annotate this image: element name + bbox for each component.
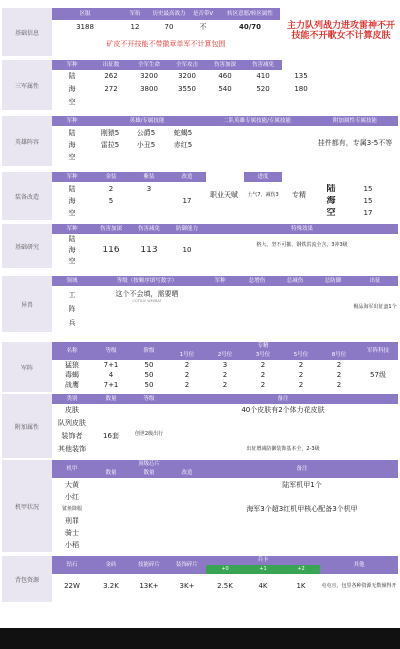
header: 备注 xyxy=(206,460,398,478)
note-red: 矿皮不开技能不带徽章单军不计算包围 xyxy=(106,40,226,49)
cell: 2 xyxy=(260,361,266,370)
cell: 460 xyxy=(218,72,232,81)
header-transfer: 转区意愿/转区属性 xyxy=(220,8,280,20)
row-domain: 阵 xyxy=(68,305,76,314)
header: 专精 xyxy=(168,342,358,351)
cell: 410 xyxy=(256,72,270,81)
red-callout: 主力队列战力进攻雷神不开技能不开歌女不计算皮肤 xyxy=(286,21,395,41)
section-formation xyxy=(2,342,398,392)
header: 伤害加深 xyxy=(92,224,130,234)
header: 阶级 xyxy=(130,342,168,360)
header: 出征 xyxy=(352,276,398,286)
cell: 2 xyxy=(222,381,228,390)
header: 机甲 xyxy=(52,460,92,478)
cell: 22W xyxy=(64,582,80,591)
cell: 4K xyxy=(258,582,268,591)
subheader: 1号位 xyxy=(168,351,206,360)
cell: 2 xyxy=(336,361,342,370)
header: 钻石 xyxy=(52,556,92,574)
mech-name: 小红 xyxy=(65,492,79,501)
value-transfer: 40/70 xyxy=(238,23,262,32)
cell: 2 xyxy=(298,361,304,370)
header: 数量 xyxy=(92,394,130,404)
header: 总减伤 xyxy=(276,276,314,286)
row-name: 猛狼 xyxy=(65,361,79,370)
header: 类别 xyxy=(52,394,92,404)
bottom-bar xyxy=(0,628,400,649)
row-unit: 空 xyxy=(68,257,76,266)
mech-note: 海军3个超3红机甲核心配备3个机甲 xyxy=(246,504,358,513)
cell: 3200 xyxy=(178,72,196,81)
header: 装饰碎片 xyxy=(168,556,206,574)
header: 技能碎片 xyxy=(130,556,168,574)
cell: 180 xyxy=(294,85,308,94)
row-unit: 陆 xyxy=(68,128,76,137)
formation-tech: 57级 xyxy=(370,371,386,380)
cell: 2 xyxy=(336,371,342,380)
value-server: 3188 xyxy=(76,23,94,32)
row-unit: 空 xyxy=(68,98,76,107)
mech-name: 小稻 xyxy=(65,540,79,549)
hero: 公爵5 xyxy=(136,128,156,137)
row-unit: 陆 xyxy=(68,72,76,81)
mech-name: 刑罪 xyxy=(65,516,79,525)
hero: 雷拉5 xyxy=(100,140,120,149)
section-label: 基础研究 xyxy=(2,224,52,268)
spec-unit: 陆 xyxy=(326,184,336,194)
job-talent-value: 士气7，减伤3 xyxy=(247,192,279,199)
row-domain: 工 xyxy=(68,291,76,300)
header: 军种 xyxy=(52,224,92,234)
section-label: 三军属性 xyxy=(2,60,52,110)
cell: 3200 xyxy=(140,72,158,81)
section-label: 机甲状况 xyxy=(2,460,52,552)
row-unit: 空 xyxy=(68,152,76,161)
subheader: +0 xyxy=(206,565,244,574)
row-domain: 兵 xyxy=(68,319,76,328)
header-max-power: 历史最高战力 xyxy=(152,8,186,20)
header: 军种 xyxy=(52,116,92,126)
row-category: 装饰者 xyxy=(61,432,83,441)
job-talent-label: 职业天赋 xyxy=(210,191,238,200)
header: 附加属性专属技能 xyxy=(312,116,398,126)
cell: 50 xyxy=(144,361,154,370)
cell: 113 xyxy=(140,246,158,256)
cell: 2 xyxy=(336,381,342,390)
header: 全军攻击 xyxy=(168,60,206,70)
subheader: 数量 xyxy=(92,469,130,478)
value-vip: 不 xyxy=(199,23,207,32)
hero: 小丑5 xyxy=(136,140,156,149)
header: 军种 xyxy=(202,276,238,286)
header: 领域 xyxy=(52,276,92,286)
section-army-stats xyxy=(2,60,398,110)
header: 顶级芯片 xyxy=(92,460,206,469)
row-category: 皮肤 xyxy=(65,406,79,415)
header: 军阵科技 xyxy=(358,342,398,360)
row-name: 战鹰 xyxy=(65,381,79,390)
header: 金砖 xyxy=(92,556,130,574)
header: 军种 xyxy=(52,172,92,182)
header: 金装 xyxy=(92,172,130,182)
cell: 262 xyxy=(104,72,118,81)
value-rank: 12 xyxy=(130,23,140,32)
header: 改造 xyxy=(168,172,206,182)
cell: 3 xyxy=(146,184,152,193)
mech-name: 骑士 xyxy=(65,528,79,537)
subheader: 5号位 xyxy=(282,351,320,360)
cell: 50 xyxy=(144,381,154,390)
subheader: 8号位 xyxy=(320,351,358,360)
cell: 13K+ xyxy=(139,582,159,591)
remark: 出征增减防御装饰基本全，2-3级 xyxy=(246,446,320,453)
other-note: 屯屯且，包里各种资源无数倾得开 xyxy=(321,583,397,590)
header: 名称 xyxy=(52,342,92,360)
section-bag xyxy=(2,556,398,602)
header: 等级 xyxy=(130,394,168,404)
cell: 2 xyxy=(184,381,190,390)
section-research xyxy=(2,224,398,268)
cell: 17 xyxy=(182,196,192,205)
section-label: 装备改造 xyxy=(2,172,52,220)
row-category: 队列皮肤 xyxy=(58,419,86,428)
cell: 1K xyxy=(296,582,306,591)
cell: 5 xyxy=(108,196,114,205)
header: 出征数 xyxy=(92,60,130,70)
cell: 2.5K xyxy=(217,582,233,591)
header: 防御能力 xyxy=(168,224,206,234)
header-progress: 进度 xyxy=(244,172,282,182)
row-unit: 海 xyxy=(68,196,76,205)
header: 总防御 xyxy=(314,276,352,286)
cell: 创世2级出行 xyxy=(134,431,164,438)
cell: 4 xyxy=(108,371,114,380)
row-unit: 空 xyxy=(68,208,76,217)
subheader: +2 xyxy=(282,565,320,574)
section-label: 附加属性 xyxy=(2,394,52,458)
cell: 2 xyxy=(184,371,190,380)
row-unit: 海 xyxy=(68,140,76,149)
row-unit: 陆 xyxy=(68,184,76,193)
section-label: 背包资源 xyxy=(2,556,52,602)
spec-unit: 空 xyxy=(326,208,336,218)
cell: 7+1 xyxy=(103,381,119,390)
header-server: 区服 xyxy=(52,8,118,20)
section-label: 异兽 xyxy=(2,276,52,332)
spec-value: 15 xyxy=(363,184,373,193)
subheader: 改造 xyxy=(168,469,206,478)
value-max-power: 70 xyxy=(164,23,174,32)
cell: 520 xyxy=(256,85,270,94)
mech-name: 大黄 xyxy=(65,480,79,489)
cell: 2 xyxy=(222,371,228,380)
cell: 272 xyxy=(104,85,118,94)
section-label: 英雄阵容 xyxy=(2,116,52,166)
cell: 2 xyxy=(108,184,114,193)
subheader: +1 xyxy=(244,565,282,574)
cell: 116 xyxy=(102,246,120,256)
section-heroes xyxy=(2,116,398,166)
subheader: 3号位 xyxy=(244,351,282,360)
section-extra-attrs xyxy=(2,394,398,458)
section-label: 基础信息 xyxy=(2,8,52,56)
subheader: 2号位 xyxy=(206,351,244,360)
header: 军种 xyxy=(52,60,92,70)
row-name: 毒蝎 xyxy=(65,371,79,380)
hero: 刚猿5 xyxy=(100,128,120,137)
header: 伤害减免 xyxy=(244,60,282,70)
cell: 2 xyxy=(298,371,304,380)
spec-value: 15 xyxy=(363,196,373,205)
header: 全军生命 xyxy=(130,60,168,70)
header: 二队英雄专属技能/专属技能 xyxy=(202,116,312,126)
cell: 135 xyxy=(294,72,308,81)
cell: 3.2K xyxy=(103,582,119,591)
header: 总增伤 xyxy=(238,276,276,286)
spec-label: 专精 xyxy=(292,191,306,200)
hero: 赤红5 xyxy=(173,140,193,149)
section-equipment xyxy=(2,172,398,220)
section-label: 军阵 xyxy=(2,342,52,392)
header: 伤害减免 xyxy=(130,224,168,234)
header: 伤害加深 xyxy=(206,60,244,70)
header: 等级 xyxy=(92,342,130,360)
special-effect: 格大、坚不可摧、钢铁洪流全含，3冲3级 xyxy=(256,242,348,249)
cell: 2 xyxy=(298,381,304,390)
header: 特殊效果 xyxy=(206,224,398,234)
cell: 7+1 xyxy=(103,361,119,370)
cell: 2 xyxy=(184,361,190,370)
hero-extra-note: 挂件都有，专属3-5不等 xyxy=(317,139,393,148)
cell: 3800 xyxy=(140,85,158,94)
cell: 10 xyxy=(182,246,192,255)
mech-note: 陆军机甲1个 xyxy=(282,480,322,489)
cell: 16套 xyxy=(103,432,119,441)
level-subnote: COTILIV WM/BAT xyxy=(132,299,162,304)
header-vip: 是否带V xyxy=(186,8,220,20)
cell: 3550 xyxy=(178,85,196,94)
section-mech xyxy=(2,460,398,552)
row-unit: 陆 xyxy=(68,235,76,244)
out-note: 极品海军出征蛮1个 xyxy=(353,304,397,311)
spec-unit: 海 xyxy=(326,196,336,206)
header: 其他 xyxy=(320,556,398,574)
remark: 40个皮肤有2个体力花皮肤 xyxy=(241,406,325,415)
subheader: 数量 xyxy=(130,469,168,478)
spec-value: 17 xyxy=(363,208,373,217)
row-unit: 海 xyxy=(68,246,76,255)
cell: 3K+ xyxy=(179,582,195,591)
header: 英雄/专属技能 xyxy=(92,116,202,126)
section-basic-info xyxy=(2,8,398,56)
row-category: 其他装饰 xyxy=(58,445,86,454)
header-rank: 军衔 xyxy=(118,8,152,20)
row-unit: 海 xyxy=(68,85,76,94)
section-beasts xyxy=(2,276,398,332)
cell: 3 xyxy=(222,361,228,370)
header: 备注 xyxy=(168,394,398,404)
cell: 2 xyxy=(260,381,266,390)
cell: 540 xyxy=(218,85,232,94)
hero: 蛇蝎5 xyxy=(173,128,193,137)
cell: 2 xyxy=(260,371,266,380)
cell: 50 xyxy=(144,371,154,380)
header: 兵卡 xyxy=(206,556,320,565)
mech-name: 鲨鱼降服 xyxy=(61,505,82,512)
header: 等级（按顺序填写数字） xyxy=(92,276,202,286)
header: 紫装 xyxy=(130,172,168,182)
level-note: 这个不会填，需要晒 xyxy=(115,290,179,299)
